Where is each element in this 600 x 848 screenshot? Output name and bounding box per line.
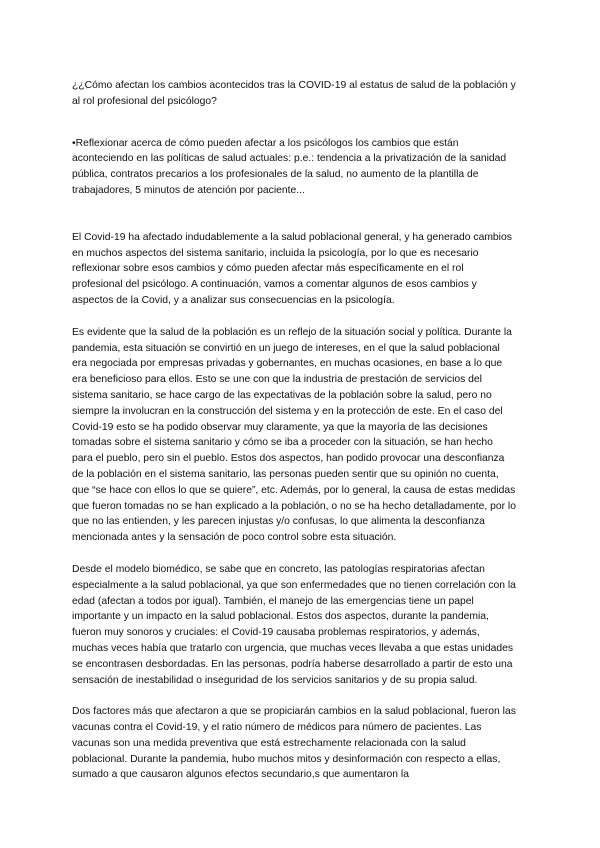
document-title: ¿¿Cómo afectan los cambios acontecidos tras la COVID-19 al estatus de salud de la población y al rol profesional del psicólogo? (72, 80, 516, 107)
paragraph-vaccines: Dos factores más que afectaron a que se propiciarán cambios en la salud poblacional, fueron las vacunas contra el Covid-19, y el ratio número de médicos para número de pacientes. Las vacunas son una medida preventiva que está estrechamente relacionada con la salud poblacional. Durante la pandemia, hubo muchos mitos y desinformación con respecto a ellas, sumado a que causaron algunos efectos secundario,s que aumentaron la (72, 706, 516, 781)
bullet-point: •Reflexionar acerca de cómo pueden afectar a los psicólogos los cambios que están aconteciendo en las políticas de salud actuales: p.e.: tendencia a la privatización de la sanidad pública, contratos precarios a los profesionales de la salud, no aumento de la plantilla de trabajadores, 5 minutos de atención por paciente... (72, 137, 507, 196)
paragraph-biomedical: Desde el modelo biomédico, se sabe que en concreto, las patologías respiratorias afectan especialmente a la salud poblacional, ya que son enfermedades que no tienen correlación con la edad (afectan a todos por igual). También, el manejo de las emergencias tiene un papel importante y un impacto en la salud poblacional. Estos dos aspectos, durante la pandemia, fueron muy sonoros y cruciales: el Covid-19 causaba problemas respiratorios, y además, muchas veces había que tratarlo con urgencia, que muchas veces llevaba a que estas unidades se encontrasen desbordadas. En las personas, podría haberse desarrollado a partir de esto una sensación de inestabilidad o inseguridad de los servicios sanitarios y de su propia salud. (72, 563, 516, 686)
paragraph-social-political: Es evidente que la salud de la población es un reflejo de la situación social y política. Durante la pandemia, esta situación se convirtió en un juego de intereses, en el que la salud poblacional era negociada por empresas privadas y gobernantes, en muchas ocasiones, en base a lo que era beneficioso para ellos. Esto se une con que la industria de prestación de servicios del sistema sanitario, se hace cargo de las expectativas de la población sobre la salud, pero no siempre la involucran en la construcción del sistema y en la protección de este. En el caso del Covid-19 esto se ha podido observar muy claramente, ya que la mayoría de las decisiones tomadas sobre el sistema sanitario y cómo se iba a proceder con la situación, se han hecho para el pueblo, pero sin el pueblo. Estos dos aspectos, han podido provocar una desconfianza de la población en el sistema sanitario, las personas pueden sentir que su opinión no cuenta, que “se hace con ellos lo que se quiere”, etc. Además, por lo general, la causa de estas medidas que fueron tomadas no se han explicado a la población, o no se ha hecho detalladamente, por lo que no las entienden, y les parecen injustas y/o confusas, lo que alimenta la desconfianza mencionada antes y la sensación de poco control sobre esta situación. (72, 326, 516, 544)
paragraph-intro: El Covid-19 ha afectado indudablemente a la salud poblacional general, y ha generado cambios en muchos aspectos del sistema sanitario, incluida la psicología, por lo que es necesario reflexionar sobre esos cambios y cómo pueden afectar más específicamente en el rol profesional del psicólogo. A continuación, vamos a comentar algunos de esos cambios y aspectos de la Covid, y a analizar sus consecuencias en la psicología. (72, 231, 512, 306)
